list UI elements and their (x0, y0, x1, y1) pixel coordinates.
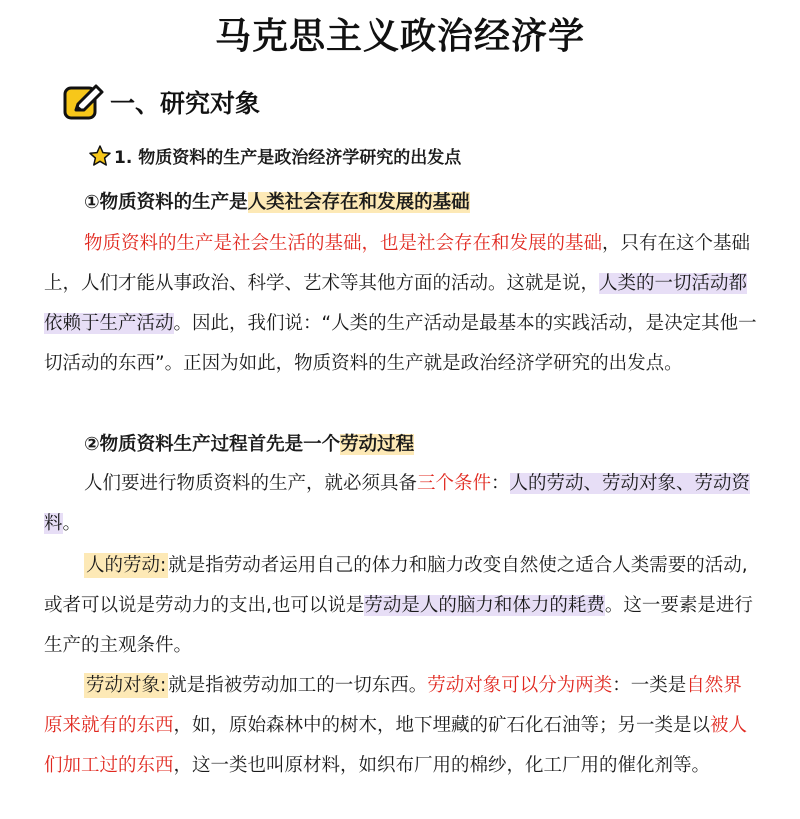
labor-text-a: 就是指劳动者运用自己的体力和脑力改变自然使之适合人类需要的活动,或者可以说是劳动力的支出,也可以说是 (44, 555, 748, 616)
point-1-heading-highlight: 人类社会存在和发展的基础 (247, 192, 470, 213)
object-paragraph (44, 666, 760, 786)
labor-text-b: 。这一要素是进行生产的主观条件。 (44, 595, 753, 656)
object-text-a: 就是指被劳动加工的一切东西。 (168, 675, 428, 696)
object-text-c: ，如，原始森林中的树木，地下埋藏的矿石化石油等；另一类是以 (173, 715, 711, 736)
point-1-red-text: 物质资料的生产是社会生活的基础，也是社会存在和发展的基础 (84, 233, 603, 254)
point-2-red-text: 三个条件 (417, 473, 492, 494)
point-2-highlight-text: 人的劳动、劳动对象、劳动资料 (44, 473, 751, 534)
page-title: 马克思主义政治经济学 (214, 16, 585, 57)
point-1-heading (84, 188, 470, 214)
subsection-title: 1. 物质资料的生产是政治经济学研究的出发点 (114, 148, 462, 168)
labor-paragraph (44, 546, 760, 666)
point-2-text-a: 人们要进行物质资料的生产，就必须具备 (84, 473, 418, 494)
point-1-paragraph (44, 224, 760, 384)
labor-highlight-text: 劳动是人的脑力和体力的耗费 (364, 595, 605, 616)
point-1-text-a: ，只有在这个基础上，人们才能从事政治、科学、艺术等其他方面的活动。这就是说， (44, 233, 751, 294)
subsection-heading (88, 143, 461, 168)
point-1-text-b: 。因此，我们说：“人类的生产活动是最基本的实践活动，是决定其他一切活动的东西”。正因为如此，物质资料的生产就是政治经济学研究的出发点。 (44, 313, 757, 374)
point-2-paragraph (44, 464, 760, 544)
object-red-text-b: 自然界原来就有的东西 (44, 675, 742, 736)
object-label: 劳动对象: (86, 675, 167, 696)
object-red-text-a: 劳动对象可以分为两类 (427, 675, 613, 696)
section-title: 一、研究对象 (110, 89, 261, 118)
object-red-text-c: 被人们加工过的东西 (44, 715, 748, 776)
point-2-text-c: 。 (62, 513, 82, 534)
object-text-b: ：一类是 (612, 675, 687, 696)
point-2-heading (84, 430, 414, 456)
point-2-heading-highlight: 劳动过程 (340, 434, 415, 455)
star-icon (88, 144, 112, 168)
point-2-text-b: ： (491, 473, 510, 494)
point-2-heading-text: ②物质资料生产过程首先是一个 (84, 434, 341, 455)
pencil-note-icon (62, 80, 106, 124)
labor-label: 人的劳动: (86, 555, 167, 576)
point-1-heading-text: ①物质资料的生产是 (84, 192, 248, 213)
object-text-d: ，这一类也叫原材料，如织布厂用的棉纱，化工厂用的催化剂等。 (173, 755, 711, 776)
section-heading (62, 80, 260, 124)
point-1-highlight-text: 人类的一切活动都依赖于生产活动 (44, 273, 748, 334)
